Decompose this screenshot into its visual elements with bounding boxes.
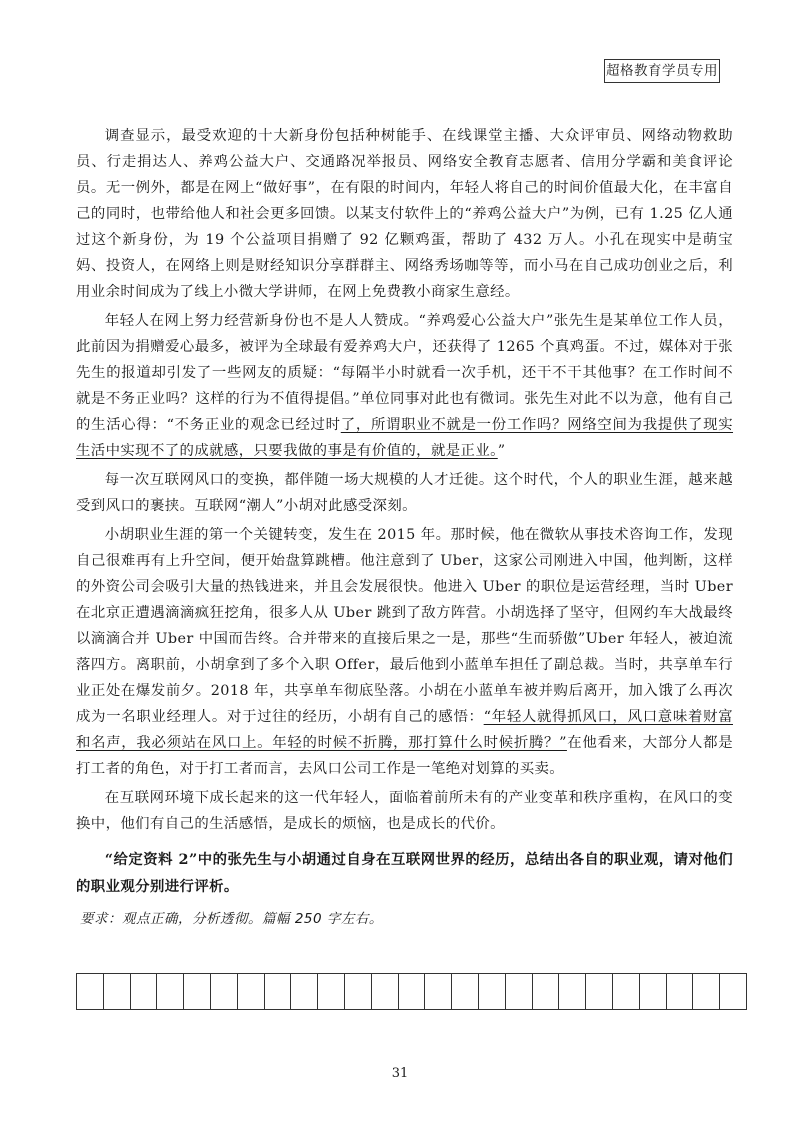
answer-grid-cell[interactable] — [131, 973, 158, 1010]
requirement-note: 要求：观点正确，分析透彻。篇幅 250 字左右。 — [80, 911, 383, 927]
answer-grid-cell[interactable] — [693, 973, 720, 1010]
paragraph-2-tail: ” — [497, 443, 506, 459]
answer-grid-cell[interactable] — [238, 973, 265, 1010]
paragraph-2 — [76, 308, 733, 464]
answer-grid-cell[interactable] — [533, 973, 560, 1010]
answer-grid-cell[interactable] — [452, 973, 479, 1010]
answer-grid-cell[interactable] — [506, 973, 533, 1010]
answer-grid-cell[interactable] — [211, 973, 238, 1010]
page-number: 31 — [391, 1066, 409, 1081]
answer-grid-cell[interactable] — [184, 973, 211, 1010]
answer-grid-cell[interactable] — [399, 973, 426, 1010]
answer-grid-cell[interactable] — [104, 973, 131, 1010]
paragraph-1 — [76, 123, 733, 305]
answer-grid-cell[interactable] — [345, 973, 372, 1010]
question-prompt: “给定资料 2”中的张先生与小胡通过自身在互联网世界的经历，总结出各自的职业观，请对他们的职业观分别进行评析。 — [76, 851, 733, 895]
answer-grid-cell[interactable] — [425, 973, 452, 1010]
answer-grid-cell[interactable] — [157, 973, 184, 1010]
paragraph-4-tail: 在他看来，大部分人都是打工者的角色，对于打工者而言，去风口公司工作是一笔绝对划算的买卖。 — [76, 735, 734, 777]
paragraph-4-text: 小胡职业生涯的第一个关键转变，发生在 2015 年。那时候，他在微软从事技术咨询工作，发现自己很难再有上升空间，便开始盘算跳槽。他注意到了 Uber，这家公司刚进入中国，他判断，这样的外资公司会吸引大量的热钱进来，并且会发展很快。他进入 Uber 的职位是运营经理，当时 Uber 在北京正遭遇滴滴疯狂挖角，很多人从 Uber 跳到了敌方阵营。小胡选择了坚守，但网约车大战最终以滴滴合并 Uber 中国而告终。合并带来的直接后果之一是，那些“生而骄傲”Uber 年轻人，被迫流落四方。离职前，小胡拿到了多个入职 Offer，最后他到小蓝单车担任了副总裁。当时，共享单车行业正处在爆发前夕。2018 年，共享单车彻底坠落。小胡在小蓝单车被并购后离开，加入饿了么再次成为一名职业经理人。对于过往的经历，小胡有自己的感悟： — [76, 527, 733, 725]
paragraph-3 — [76, 467, 733, 519]
document-body — [76, 123, 733, 931]
answer-grid-cell[interactable] — [586, 973, 613, 1010]
paragraph-4 — [76, 522, 733, 782]
answer-grid-cell[interactable] — [559, 973, 586, 1010]
paragraph-5-text: 在互联网环境下成长起来的这一代年轻人，面临着前所未有的产业变革和秩序重构，在风口的变换中，他们有自己的生活感悟，是成长的烦恼，也是成长的代价。 — [76, 790, 733, 832]
header-tag: 超格教育学员专用 — [604, 59, 720, 83]
answer-grid-cell[interactable] — [291, 973, 318, 1010]
answer-grid-cell[interactable] — [77, 973, 104, 1010]
paragraph-2-underlined-quote: 了，所谓职业不就是一份工作吗？网络空间为我提供了现实生活中实现不了的成就感，只要我做的事是有价值的，就是正业。 — [76, 417, 734, 459]
answer-grid-cell[interactable] — [372, 973, 399, 1010]
answer-grid-cell[interactable] — [640, 973, 667, 1010]
answer-grid[interactable] — [76, 973, 747, 1010]
paragraph-5 — [76, 785, 733, 837]
answer-grid-cell[interactable] — [318, 973, 345, 1010]
answer-grid-cell[interactable] — [479, 973, 506, 1010]
paragraph-1-text: 调查显示，最受欢迎的十大新身份包括种树能手、在线课堂主播、大众评审员、网络动物救助员、行走捐达人、养鸡公益大户、交通路况举报员、网络安全教育志愿者、信用分学霸和美食评论员。无一例外，都是在网上“做好事”，在有限的时间内，年轻人将自己的时间价值最大化，在丰富自己的同时，也带给他人和社会更多回馈。以某支付软件上的“养鸡公益大户”为例，已有 1.25 亿人通过这个新身份，为 19 个公益项目捐赠了 92 亿颗鸡蛋，帮助了 432 万人。小孔在现实中是萌宝妈、投资人，在网络上则是财经知识分享群群主、网络秀场咖等等，而小马在自己成功创业之后，利用业余时间成为了线上小微大学讲师，在网上免费教小商家生意经。 — [76, 128, 733, 300]
paragraph-2-text: 年轻人在网上努力经营新身份也不是人人赞成。“养鸡爱心公益大户”张先生是某单位工作人员，此前因为捐赠爱心最多，被评为全球最有爱养鸡大户，还获得了 1265 个真鸡蛋。不过，媒体对于张先生的报道却引发了一些网友的质疑：“每隔半小时就看一次手机，还干不干其他事？在工作时间不就是不务正业吗？这样的行为不值得提倡。”单位同事对此也有微词。张先生对此不以为意，他有自己的生活心得：“不务正业的观念已经过时 — [76, 313, 733, 433]
answer-grid-cell[interactable] — [265, 973, 292, 1010]
paragraph-4-underlined-quote: “年轻人就得抓风口，风口意味着财富和名声，我必须站在风口上。年轻的时候不折腾，那打算什么时候折腾？” — [76, 709, 733, 751]
paragraph-3-text: 每一次互联网风口的变换，都伴随一场大规模的人才迁徙。这个时代，个人的职业生涯，越来越受到风口的裹挟。互联网“潮人”小胡对此感受深刻。 — [76, 472, 733, 514]
answer-grid-cell[interactable] — [720, 973, 747, 1010]
answer-grid-cell[interactable] — [613, 973, 640, 1010]
answer-grid-cell[interactable] — [667, 973, 694, 1010]
